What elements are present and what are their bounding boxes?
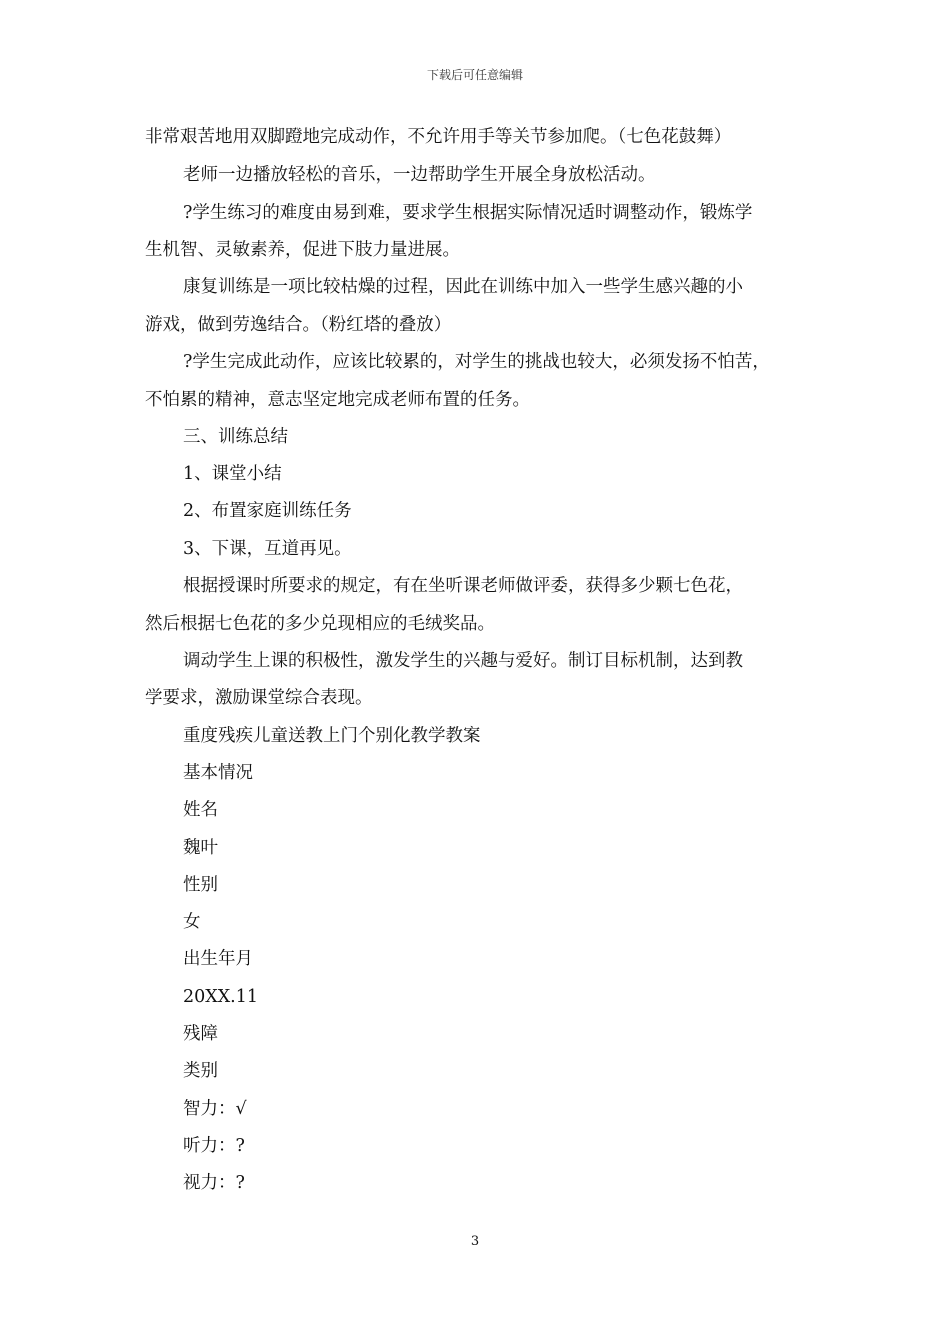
field-hearing: 听力：? [183,1136,245,1156]
body-line-difficulty-1: ?学生练习的难度由易到难，要求学生根据实际情况适时调整动作，锻炼学 [183,203,753,223]
field-value-name: 魏叶 [183,838,218,858]
body-line-evaluation-2: 然后根据七色花的多少兑现相应的毛绒奖品。 [145,614,495,634]
page-number: 3 [470,1234,480,1249]
field-vision: 视力：? [183,1173,245,1193]
list-item-home-task: 2、布置家庭训练任务 [183,501,352,521]
field-label-birth: 出生年月 [183,949,253,969]
body-line-challenge-2: 不怕累的精神，意志坚定地完成老师布置的任务。 [145,390,530,410]
list-item-class-summary: 1、课堂小结 [183,464,282,484]
field-label-name: 姓名 [183,800,218,820]
field-label-gender: 性别 [183,875,218,895]
list-item-dismiss: 3、下课，互道再见。 [183,539,352,559]
section-heading-summary: 三、训练总结 [183,427,288,447]
body-line-rehab-1: 康复训练是一项比较枯燥的过程，因此在训练中加入一些学生感兴趣的小 [183,277,743,297]
field-value-birth: 20XX.11 [183,987,259,1007]
body-line-motivation-1: 调动学生上课的积极性，激发学生的兴趣与爱好。制订目标机制，达到教 [183,651,743,671]
field-intellectual: 智力：√ [183,1099,247,1119]
body-line-challenge-1: ?学生完成此动作，应该比较累的，对学生的挑战也较大，必须发扬不怕苦， [183,352,770,372]
lesson-plan-title: 重度残疾儿童送教上门个别化教学教案 [183,726,481,746]
body-line-rehab-2: 游戏，做到劳逸结合。（粉红塔的叠放） [145,315,452,335]
field-label-disability: 残障 [183,1024,218,1044]
field-basic-info: 基本情况 [183,763,253,783]
body-line-continuation: 非常艰苦地用双脚蹬地完成动作，不允许用手等关节参加爬。（七色花鼓舞） [145,127,732,147]
field-label-category: 类别 [183,1061,218,1081]
body-line-motivation-2: 学要求，激励课堂综合表现。 [145,688,373,708]
body-line-relax-activity: 老师一边播放轻松的音乐，一边帮助学生开展全身放松活动。 [183,165,656,185]
body-line-evaluation-1: 根据授课时所要求的规定，有在坐听课老师做评委，获得多少颗七色花， [183,576,743,596]
body-line-difficulty-2: 生机智、灵敏素养，促进下肢力量进展。 [145,240,460,260]
field-value-gender: 女 [183,912,201,932]
page-header-note: 下载后可任意编辑 [426,68,523,82]
